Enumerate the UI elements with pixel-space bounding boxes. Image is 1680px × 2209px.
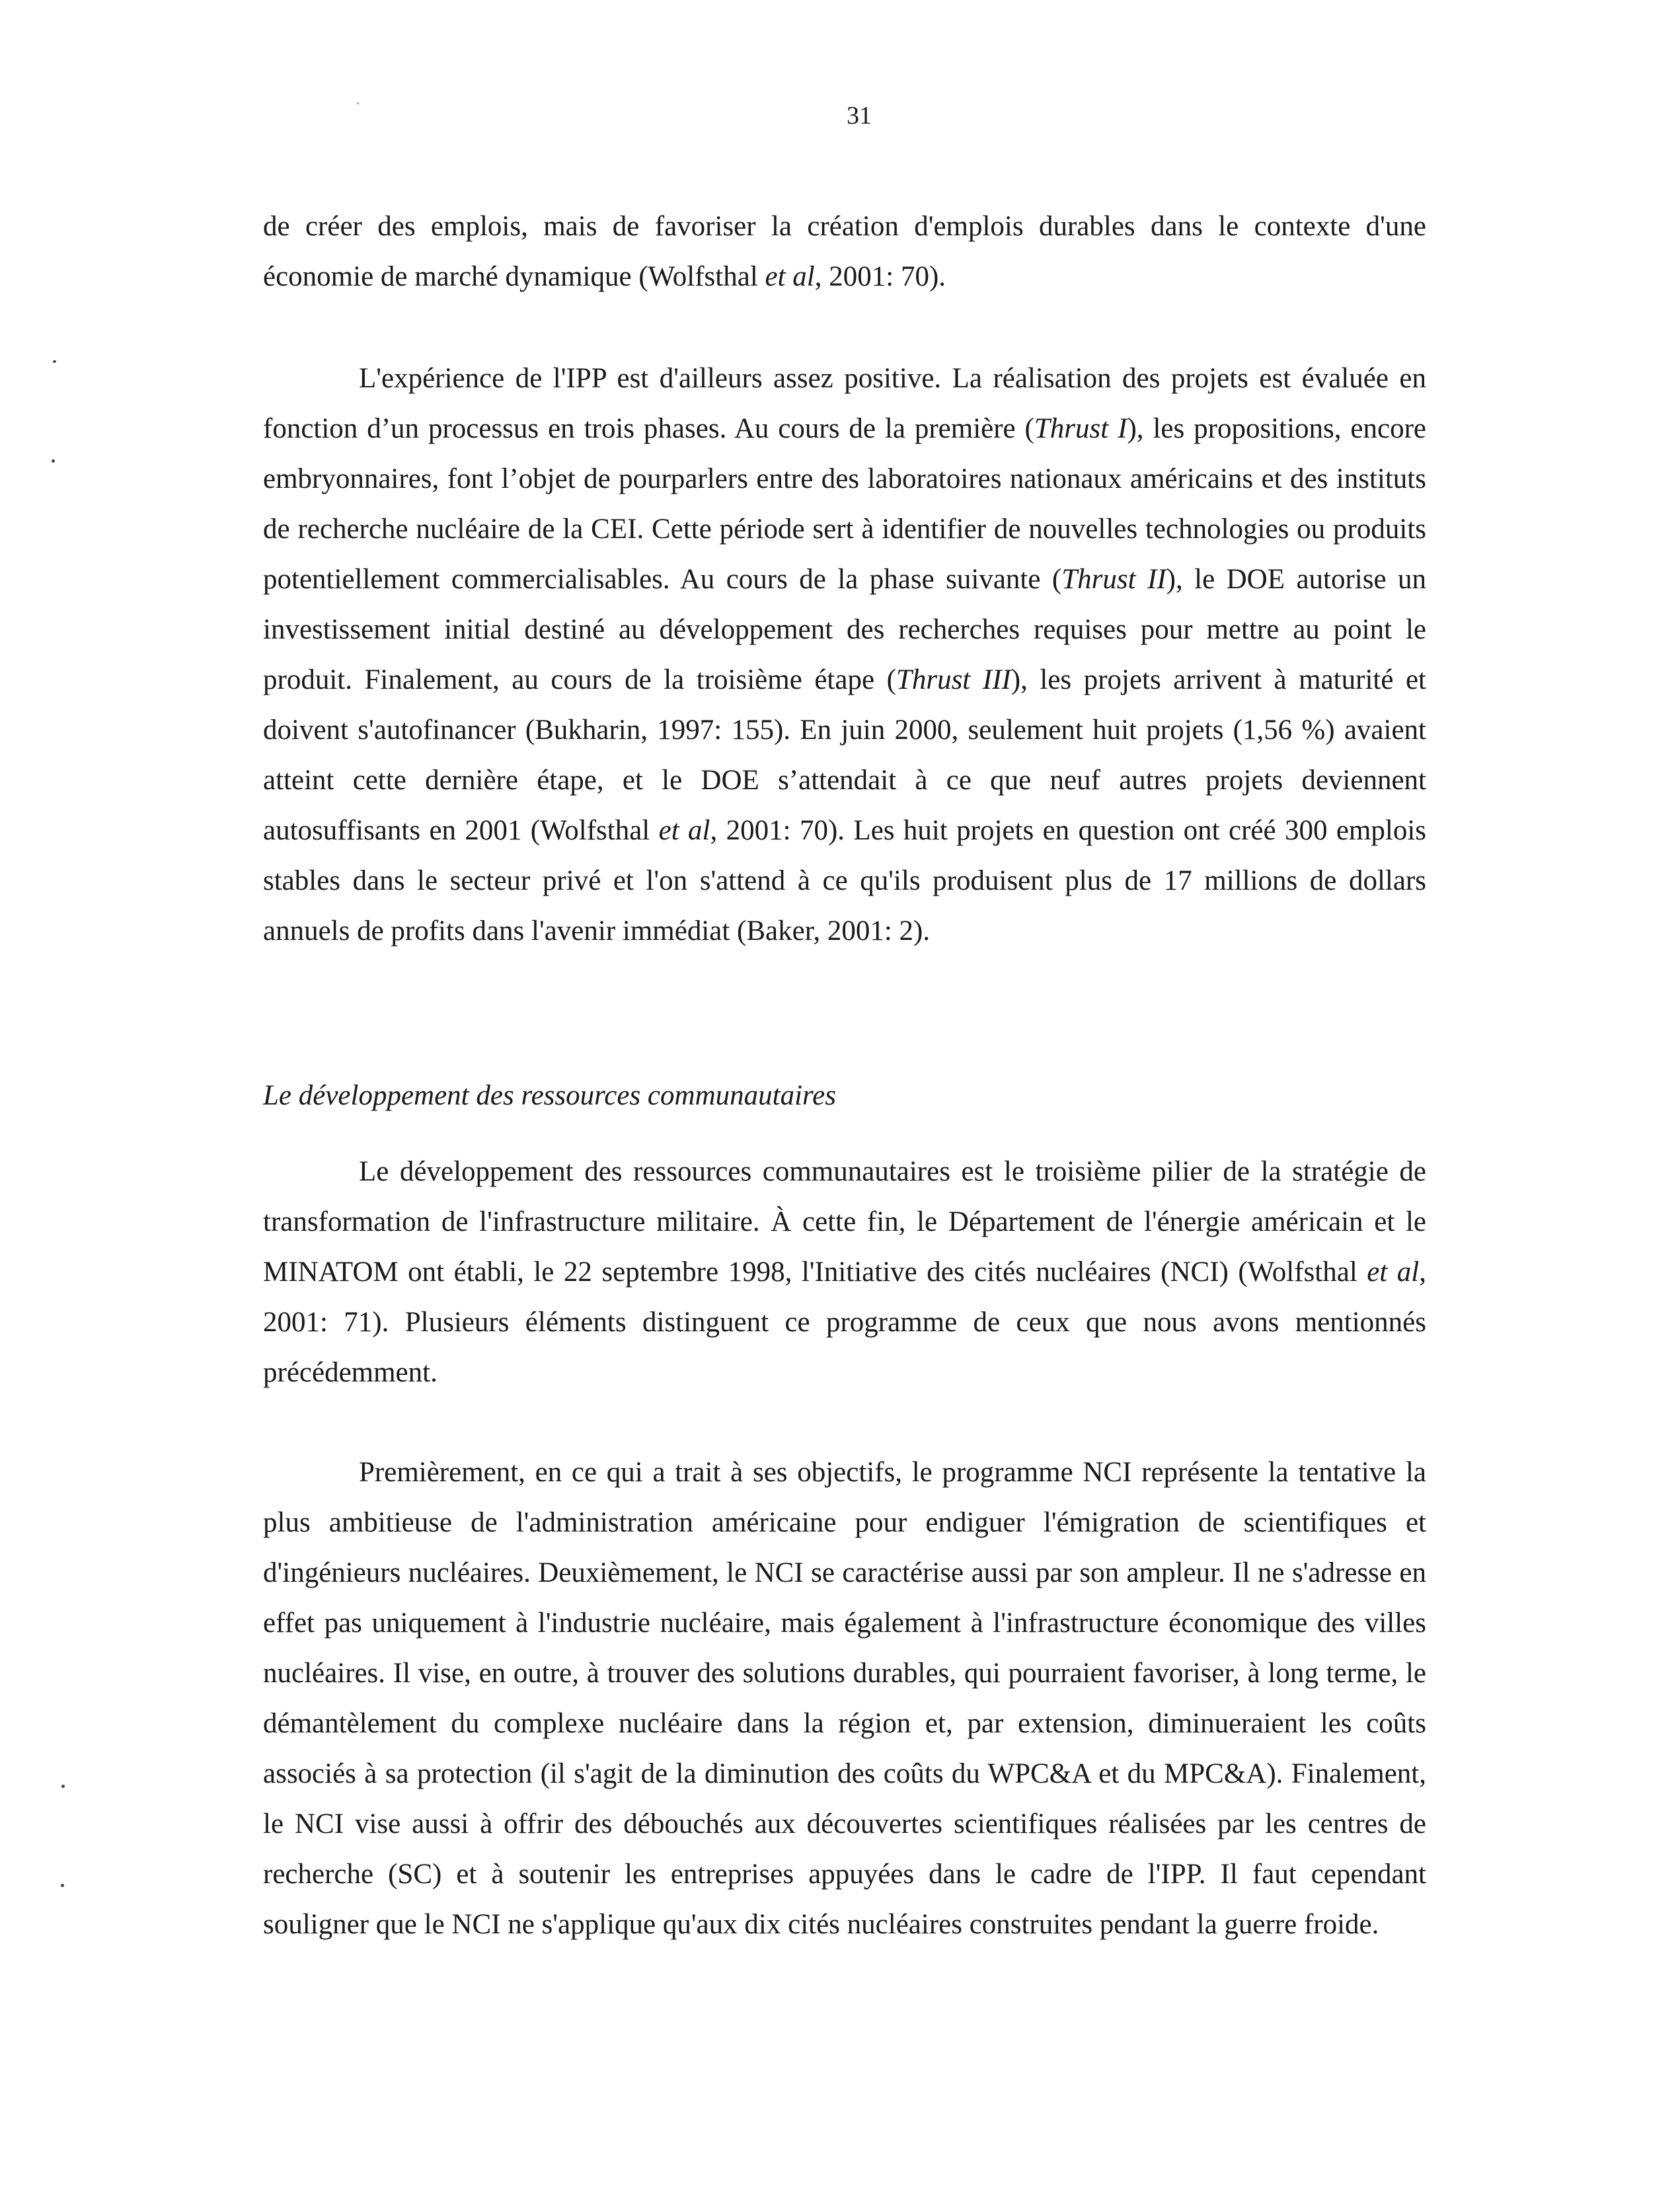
text-segment: , 2001: 70). xyxy=(814,261,946,292)
text-segment: ), les propositions, encore embryonnaires, font l’objet de pourparlers entre des laboratoires nationaux américains et des instituts de recherche nucléaire de la CEI. Cette période sert à identifier de nouvelles technologies ou produits potentiellement commercialisables. Au cours de la phase suivante ( xyxy=(263,413,1426,595)
thrust-iii-term: Thrust III xyxy=(896,664,1011,695)
paragraph-3 xyxy=(263,1147,1426,1398)
text-segment: ), le DOE autorise un investissement initial destiné au développement des recherches requises pour mettre au point le produit. Finalement, au cours de la troisième étape ( xyxy=(263,564,1427,695)
page-number: 31 xyxy=(847,102,872,130)
paragraph-2 xyxy=(263,354,1426,956)
scan-speck xyxy=(52,459,55,463)
citation-et-al: et al xyxy=(1367,1257,1420,1288)
scan-speck xyxy=(61,1785,65,1788)
text-segment: , 2001: 71). Plusieurs éléments distinguent ce programme de ceux que nous avons mentionnés précédemment. xyxy=(263,1257,1426,1388)
citation-et-al: et al xyxy=(765,261,815,292)
paragraph-1 xyxy=(263,202,1426,302)
scan-speck xyxy=(53,360,56,363)
citation-et-al: et al xyxy=(658,815,710,846)
section-heading: Le développement des ressources communautaires xyxy=(263,1080,836,1111)
text-segment: , 2001: 70). Les huit projets en question ont créé 300 emplois stables dans le secteur privé et l'on s'attend à ce qu'ils produisent plus de 17 millions de dollars annuels de profits dans l'avenir immédiat (Baker, 2001: 2). xyxy=(263,815,1426,947)
text-segment: Le développement des ressources communautaires est le troisième pilier de la stratégie de transformation de l'infrastructure militaire. À cette fin, le Département de l'énergie américain et le MINATOM ont établi, le 22 septembre 1998, l'Initiative des cités nucléaires (NCI) (Wolfsthal xyxy=(263,1156,1426,1288)
scan-speck xyxy=(357,102,359,104)
text-segment: de créer des emplois, mais de favoriser la création d'emplois durables dans le contexte d'une économie de marché dynamique (Wolfsthal xyxy=(263,211,1426,292)
thrust-ii-term: Thrust II xyxy=(1061,564,1166,595)
scan-speck xyxy=(61,1884,64,1887)
text-segment: L'expérience de l'IPP est d'ailleurs assez positive. La réalisation des projets est évaluée en fonction d’un processus en trois phases. Au cours de la première ( xyxy=(263,363,1426,444)
paragraph-4 xyxy=(263,1448,1426,1950)
text-segment: Premièrement, en ce qui a trait à ses objectifs, le programme NCI représente la tentative la plus ambitieuse de l'administration américaine pour endiguer l'émigration de scientifiques et d'ingénieurs nucléaires. Deuxièmement, le NCI se caractérise aussi par son ampleur. Il ne s'adresse en effet pas uniquement à l'industrie nucléaire, mais également à l'infrastructure économique des villes nucléaires. Il vise, en outre, à trouver des solutions durables, qui pourraient favoriser, à long terme, le démantèlement du complexe nucléaire dans la région et, par extension, diminueraient les coûts associés à sa protection (il s'agit de la diminution des coûts du WPC&A et du MPC&A). Finalement, le NCI vise aussi à offrir des débouchés aux découvertes scientifiques réalisées par les centres de recherche (SC) et à soutenir les entreprises appuyées dans le cadre de l'IPP. Il faut cependant souligner que le NCI ne s'applique qu'aux dix cités nucléaires construites pendant la guerre froide. xyxy=(263,1457,1426,1940)
text-segment: ), les projets arrivent à maturité et doivent s'autofinancer (Bukharin, 1997: 155). En juin 2000, seulement huit projets (1,56 %) avaient atteint cette dernière étape, et le DOE s’attendait à ce que neuf autres projets deviennent autosuffisants en 2001 (Wolfsthal xyxy=(263,664,1427,846)
thrust-i-term: Thrust I xyxy=(1034,413,1127,444)
